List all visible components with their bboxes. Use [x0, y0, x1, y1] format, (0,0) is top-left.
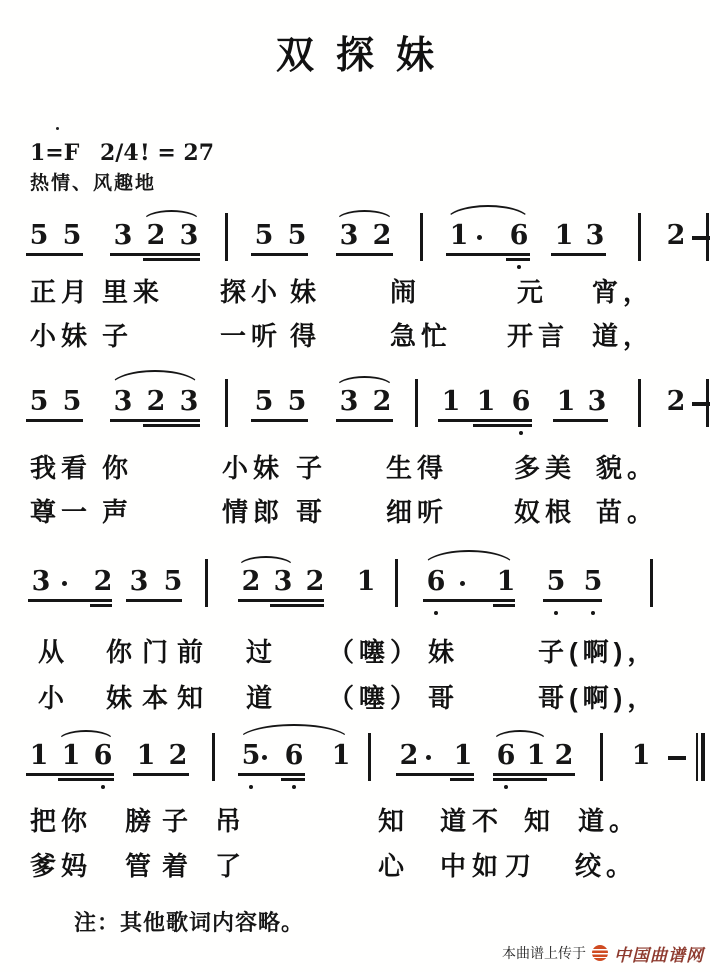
lyric-row-2-2 — [0, 492, 710, 527]
lyric-word: 妹 — [290, 277, 322, 307]
note-digit: 3 — [339, 220, 359, 251]
note-digit: 6 — [93, 740, 113, 771]
note-digit: 3 — [273, 566, 293, 597]
note-digit: 3 — [113, 220, 133, 251]
barline — [225, 213, 228, 261]
lyric-word: 膀 — [125, 806, 157, 836]
lyric-row-3-2 — [0, 678, 710, 713]
note-digit: 3 — [31, 566, 51, 597]
lyric-word: 正月 — [30, 277, 93, 307]
note-digit: 3 — [585, 220, 605, 251]
beam-underline — [493, 604, 515, 607]
lyric-word: 心 — [378, 851, 410, 881]
lyric-word: 知 — [378, 806, 410, 836]
lyric-word: 吊 — [215, 806, 247, 836]
lyric-word: 得 — [290, 321, 322, 351]
lyric-word: 你 — [102, 453, 134, 483]
note-digit: 1 — [356, 566, 376, 597]
beam-underline — [143, 424, 200, 427]
note-digit: 3 — [587, 386, 607, 417]
beam-underline — [551, 253, 606, 256]
lyric-word: 小妹 — [222, 453, 285, 483]
slur-arc — [238, 556, 294, 567]
duration-dot — [460, 581, 465, 586]
beam-underline — [493, 778, 547, 781]
low-octave-dot — [519, 431, 523, 435]
beam-underline — [110, 253, 200, 256]
lyric-word: 绞。 — [575, 851, 638, 881]
lyric-word: 情郎 — [222, 497, 285, 527]
note-digit: 1 — [556, 386, 576, 417]
beam-underline — [26, 773, 114, 776]
note-digit: 1 — [331, 740, 351, 771]
duration-dot — [62, 581, 67, 586]
beam-underline — [110, 419, 200, 422]
note-digit: 1 — [631, 740, 651, 771]
beam-underline — [336, 253, 393, 256]
note-digit: 5 — [287, 220, 307, 251]
beam-underline — [143, 258, 200, 261]
beam-underline — [126, 599, 182, 602]
note-digit: 2 — [372, 220, 392, 251]
note-digit: 5 — [62, 220, 82, 251]
lyric-word: 声 — [102, 497, 134, 527]
slur-arc — [238, 724, 350, 741]
barline — [368, 733, 371, 781]
lyric-row-4-2 — [0, 846, 710, 881]
lyric-word: 知 — [177, 683, 209, 713]
lyric-word: 道 — [246, 683, 278, 713]
lyric-word: 奴根 — [514, 497, 577, 527]
lyric-word: 刀 — [505, 851, 537, 881]
lyric-word: 元 — [517, 277, 549, 307]
beam-underline — [423, 599, 515, 602]
barline — [638, 213, 641, 261]
duration-dot — [426, 755, 431, 760]
lyric-word: 着 — [162, 851, 194, 881]
beam-underline — [26, 253, 83, 256]
lyric-word: 里来 — [102, 277, 165, 307]
lyric-word: 细听 — [386, 497, 449, 527]
note-digit: 5 — [546, 566, 566, 597]
note-digit: 1 — [136, 740, 156, 771]
lyric-word: 小妹 — [30, 321, 93, 351]
time-signature: 2/4 — [100, 140, 139, 166]
lyric-row-1-2 — [0, 316, 710, 351]
beam-underline — [58, 778, 114, 781]
low-octave-dot — [292, 785, 296, 789]
beam-underline — [251, 419, 308, 422]
low-octave-dot — [504, 785, 508, 789]
beam-underline — [543, 599, 602, 602]
beam-underline — [553, 419, 608, 422]
lyric-word: 探小 — [220, 277, 283, 307]
music-system-4 — [0, 742, 710, 792]
note-digit: 2 — [372, 386, 392, 417]
note-digit: 2 — [93, 566, 113, 597]
note-digit: 1 — [453, 740, 473, 771]
lyric-word: 道， — [592, 321, 655, 351]
lyric-word: 如 — [472, 851, 504, 881]
note-digit: 1 — [526, 740, 546, 771]
beam-underline — [26, 419, 83, 422]
note-digit: 6 — [426, 566, 446, 597]
note-digit: 2 — [554, 740, 574, 771]
note-digit: 2 — [399, 740, 419, 771]
lyric-word: 苗。 — [596, 497, 659, 527]
low-octave-dot — [591, 611, 595, 615]
note-digit: 6 — [511, 386, 531, 417]
barline — [225, 379, 228, 427]
lyric-word: （噻） — [328, 683, 422, 713]
lyric-word: 多美 — [514, 453, 577, 483]
beam-underline — [438, 419, 532, 422]
note-digit: 5 — [254, 220, 274, 251]
low-octave-dot — [434, 611, 438, 615]
key-tempo-line — [0, 140, 710, 170]
barline — [415, 379, 418, 427]
note-digit: 3 — [113, 386, 133, 417]
lyric-word: 小 — [38, 683, 70, 713]
lyric-word: 不 — [472, 806, 504, 836]
note-digit: 2 — [305, 566, 325, 597]
lyric-word: 过 — [246, 637, 278, 667]
slur-arc — [58, 730, 114, 741]
barline — [420, 213, 423, 261]
lyric-row-1-1 — [0, 272, 710, 307]
note-digit: 6 — [509, 220, 529, 251]
slur-arc — [110, 370, 200, 387]
note-digit: 5 — [583, 566, 603, 597]
key-signature: 1=F — [30, 140, 80, 166]
duration-dot — [477, 235, 482, 240]
note-digit: 1 — [449, 220, 469, 251]
expression-marking: 热情、风趣地 — [30, 173, 157, 194]
slur-arc — [143, 210, 200, 221]
note-digit: 5 — [287, 386, 307, 417]
note-digit: 2 — [666, 220, 686, 251]
note-digit: 3 — [179, 386, 199, 417]
lyric-row-4-1 — [0, 801, 710, 836]
note-digit: 5 — [62, 386, 82, 417]
lyric-word: 门 — [142, 637, 174, 667]
tempo-marking: ! = 27 — [140, 140, 215, 166]
beam-underline — [28, 599, 112, 602]
note-digit: 1 — [441, 386, 461, 417]
note-digit: 6 — [496, 740, 516, 771]
lyric-word: 道。 — [578, 806, 641, 836]
note-digit: 3 — [339, 386, 359, 417]
watermark-site-name: 中国曲谱网 — [614, 945, 704, 965]
beam-underline — [251, 253, 308, 256]
barline — [212, 733, 215, 781]
barline — [638, 379, 641, 427]
beam-underline — [281, 778, 305, 781]
lyric-word: 本 — [142, 683, 174, 713]
beam-underline — [473, 424, 532, 427]
beam-underline — [133, 773, 189, 776]
lyric-word: 一听 — [220, 321, 283, 351]
note-digit: 5 — [241, 740, 261, 771]
beam-underline — [238, 773, 305, 776]
beam-underline — [396, 773, 474, 776]
watermark — [502, 942, 704, 964]
beam-underline — [90, 604, 112, 607]
continuation-dash — [668, 756, 686, 760]
lyric-word: 道 — [440, 806, 472, 836]
lyric-word: 急忙 — [390, 321, 453, 351]
lyric-word: （噻） — [328, 637, 422, 667]
lyric-row-3-1 — [0, 632, 710, 667]
lyric-word: 子(啊)， — [538, 637, 659, 667]
duration-dot — [262, 755, 267, 760]
lyric-word: 尊一 — [30, 497, 93, 527]
lyric-word: 了 — [215, 851, 247, 881]
barline — [706, 379, 709, 427]
slur-arc — [336, 376, 393, 387]
note-digit: 3 — [129, 566, 149, 597]
lyric-word: 哥 — [296, 497, 328, 527]
lyric-word: 宵， — [592, 277, 655, 307]
beam-underline — [446, 253, 530, 256]
music-system-3 — [0, 568, 710, 618]
note-digit: 2 — [168, 740, 188, 771]
low-octave-dot — [101, 785, 105, 789]
final-barline-thin — [696, 733, 698, 781]
low-octave-dot — [554, 611, 558, 615]
song-title: 双探妹 — [275, 35, 456, 77]
lyric-word: 知 — [524, 806, 556, 836]
footnote: 注：其他歌词内容略。 — [74, 910, 305, 935]
slur-arc — [336, 210, 393, 221]
music-system-1 — [0, 222, 710, 272]
note-digit: 2 — [146, 386, 166, 417]
low-octave-dot — [249, 785, 253, 789]
lyric-word: 子 — [296, 453, 328, 483]
note-digit: 1 — [29, 740, 49, 771]
lyric-word: 开言 — [507, 321, 570, 351]
lyric-word: 子 — [102, 321, 134, 351]
note-digit: 5 — [254, 386, 274, 417]
barline — [706, 213, 709, 261]
beam-underline — [506, 258, 530, 261]
slur-arc — [446, 205, 530, 221]
barline — [205, 559, 208, 607]
lyric-word: 我看 — [30, 453, 93, 483]
slur-arc — [493, 730, 547, 741]
watermark-prefix: 本曲谱上传于 — [502, 945, 586, 961]
note-digit: 3 — [179, 220, 199, 251]
beam-underline — [238, 599, 324, 602]
barline — [650, 559, 653, 607]
lyric-word: 爹妈 — [30, 851, 93, 881]
low-octave-dot — [517, 265, 521, 269]
note-digit: 6 — [284, 740, 304, 771]
note-digit: 1 — [554, 220, 574, 251]
lyric-word: 妹 — [428, 637, 460, 667]
note-digit: 2 — [146, 220, 166, 251]
lyric-row-2-1 — [0, 448, 710, 483]
final-barline-thick — [701, 733, 705, 781]
print-speck — [56, 127, 59, 130]
lyric-word: 你 — [106, 637, 138, 667]
note-digit: 1 — [496, 566, 516, 597]
beam-underline — [450, 778, 474, 781]
note-digit: 2 — [241, 566, 261, 597]
lyric-word: 子 — [162, 806, 194, 836]
lyric-word: 貌。 — [596, 453, 659, 483]
lyric-word: 妹 — [106, 683, 138, 713]
beam-underline — [493, 773, 575, 776]
barline — [600, 733, 603, 781]
lyric-word: 前 — [177, 637, 209, 667]
lyric-word: 把你 — [30, 806, 93, 836]
lyric-word: 管 — [125, 851, 157, 881]
note-digit: 5 — [163, 566, 183, 597]
note-digit: 5 — [29, 386, 49, 417]
note-digit: 2 — [666, 386, 686, 417]
lyric-word: 从 — [38, 637, 70, 667]
lyric-word: 中 — [440, 851, 472, 881]
slur-arc — [423, 550, 515, 567]
note-digit: 5 — [29, 220, 49, 251]
music-system-2 — [0, 388, 710, 438]
lyric-word: 哥(啊)， — [538, 683, 659, 713]
beam-underline — [336, 419, 393, 422]
note-digit: 1 — [61, 740, 81, 771]
note-digit: 1 — [476, 386, 496, 417]
lyric-word: 闹 — [390, 277, 422, 307]
lyric-word: 哥 — [428, 683, 460, 713]
lyric-word: 生得 — [386, 453, 449, 483]
site-logo-icon — [592, 945, 608, 961]
barline — [395, 559, 398, 607]
beam-underline — [270, 604, 324, 607]
